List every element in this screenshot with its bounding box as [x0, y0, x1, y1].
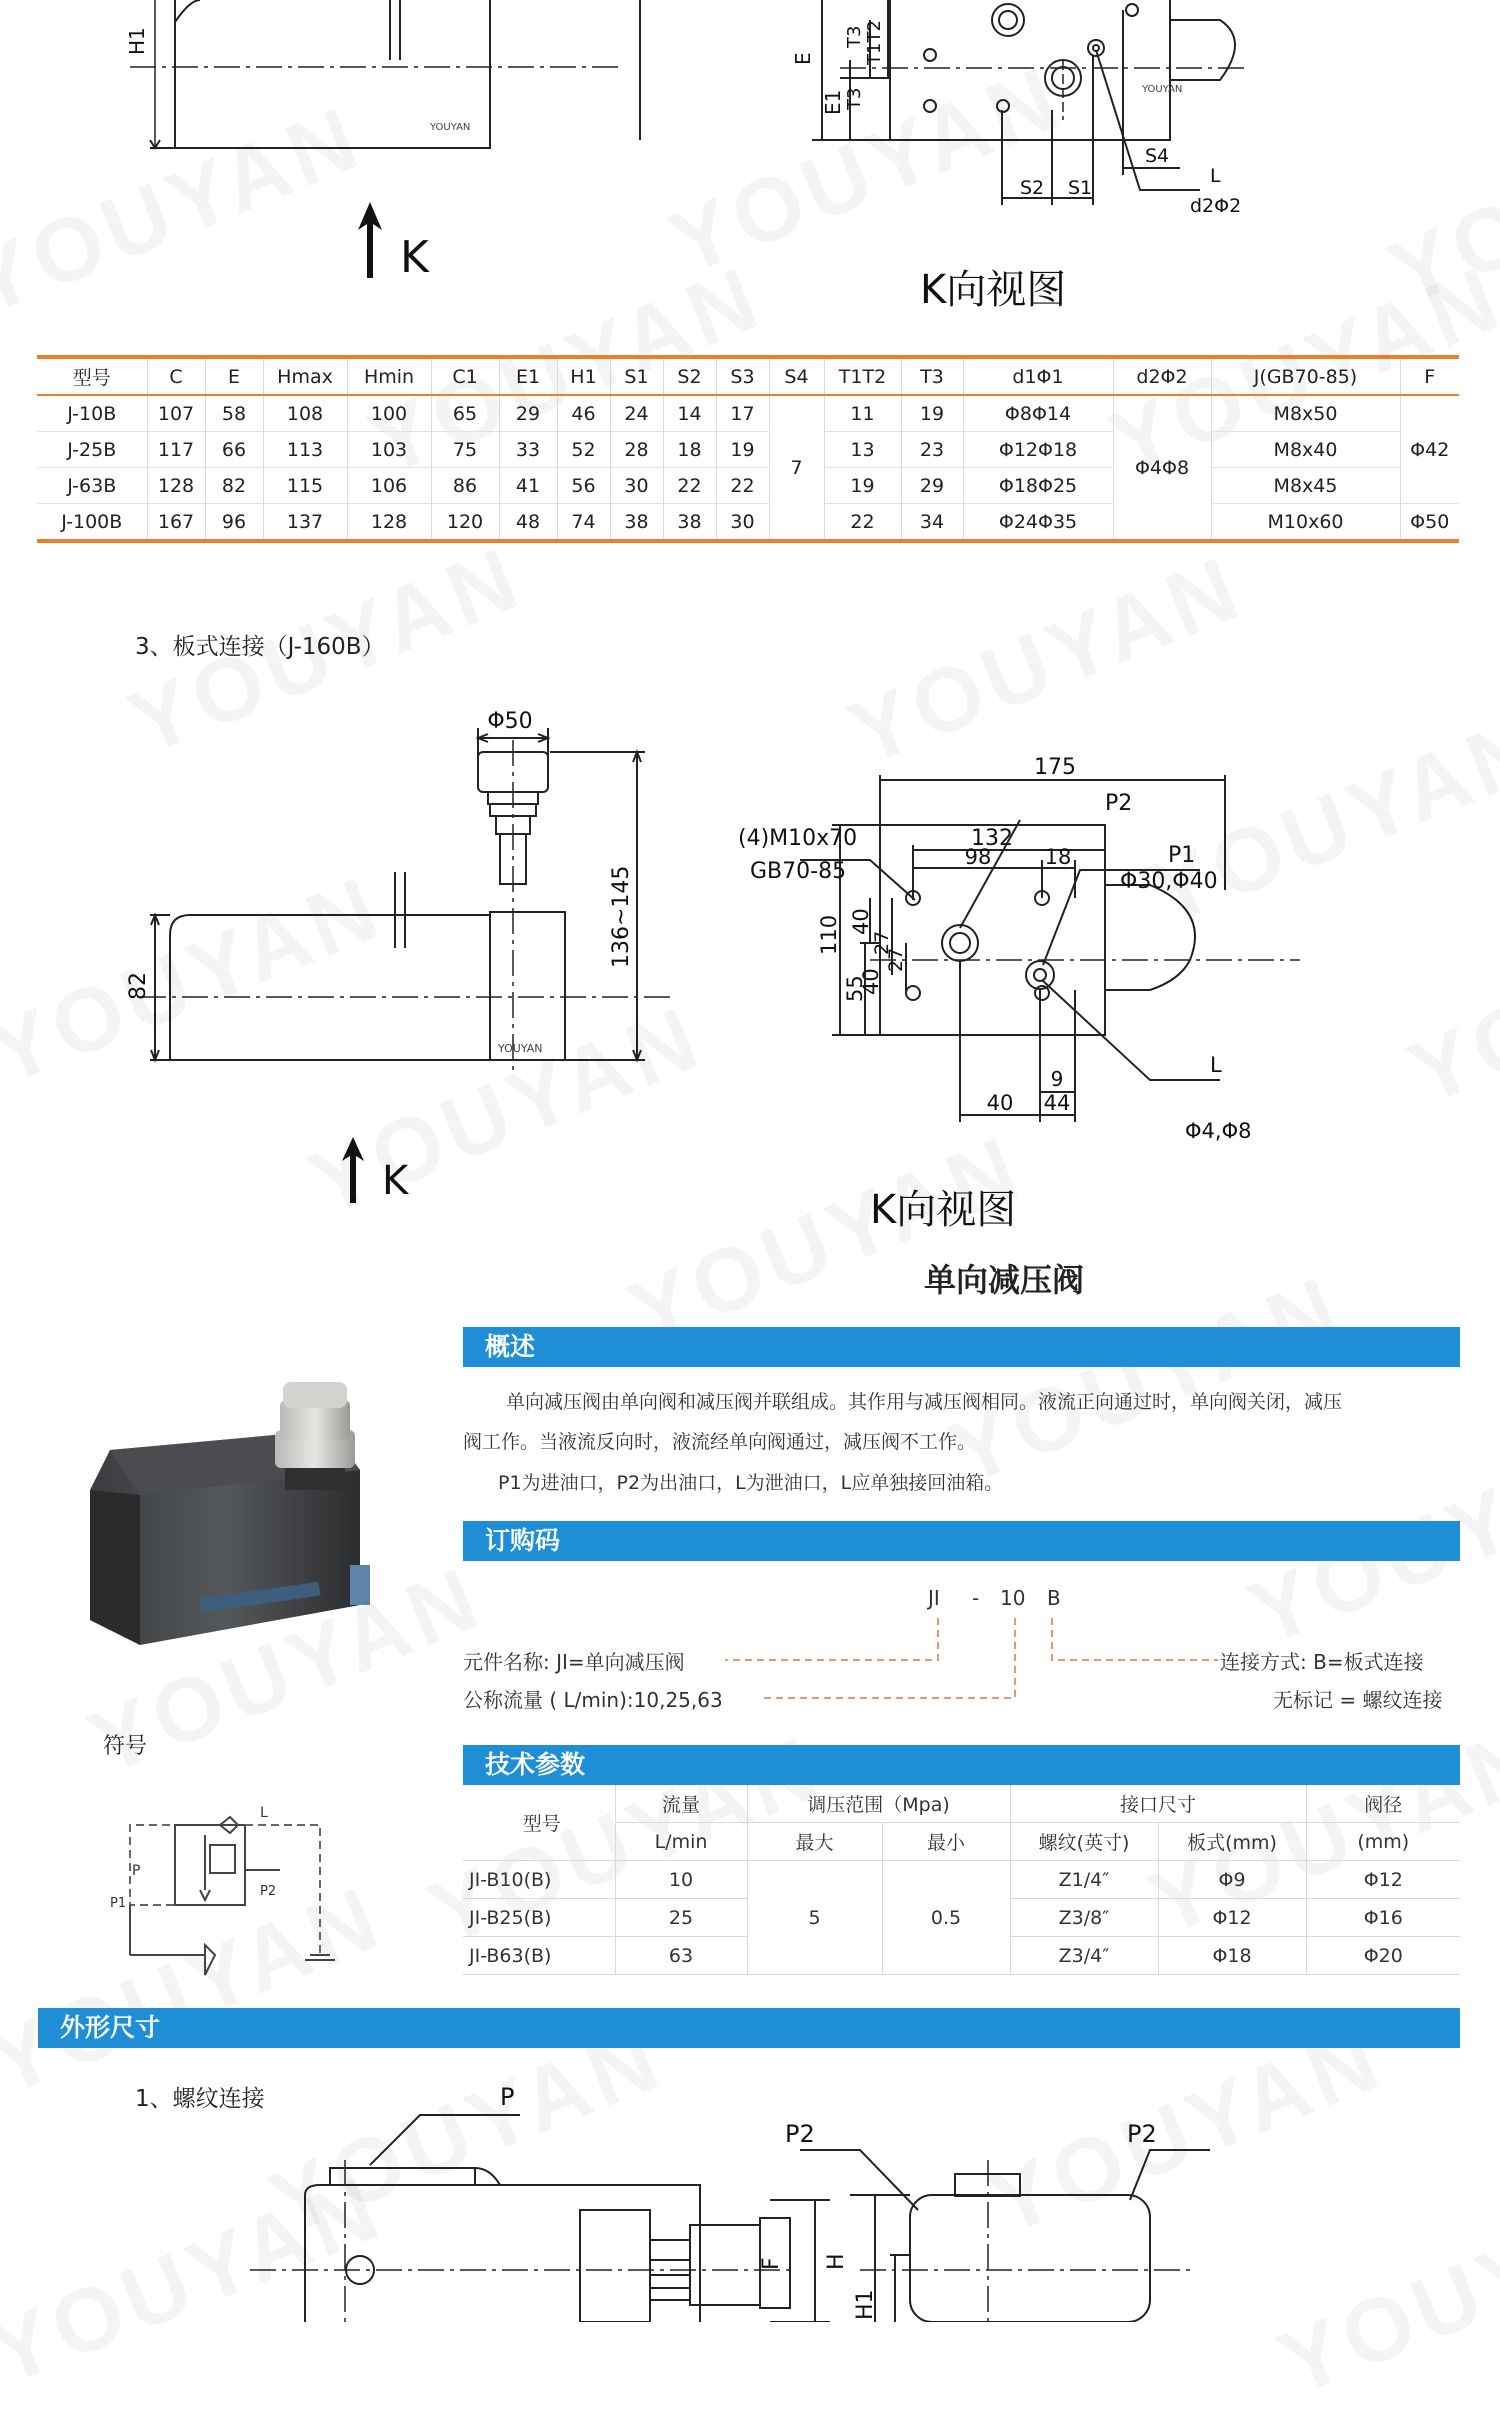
- top-right-brand: YOUYAN: [1142, 84, 1183, 95]
- outline-sub1: 1、螺纹连接: [135, 2086, 265, 2112]
- dim-55-label: 55: [843, 975, 867, 1002]
- order-code-prefix: JI: [928, 1586, 940, 1610]
- tech-header-flow: 流量: [615, 1785, 747, 1823]
- symbol-port-p: P: [132, 1863, 141, 1879]
- symbol-label: 符号: [103, 1734, 148, 1759]
- table-cell: 22: [824, 504, 901, 542]
- table-cell: 66: [205, 432, 263, 468]
- top-left-drawing: [0, 0, 680, 160]
- col-header: S1: [610, 357, 663, 395]
- tech-header-row: [463, 1785, 1460, 1823]
- table-row: [37, 395, 1459, 432]
- dim-std-label: GB70-85: [750, 859, 847, 884]
- table-row: [37, 432, 1459, 468]
- order-code-suffix: B: [1047, 1586, 1061, 1610]
- dim-s2-label: S2: [1020, 177, 1045, 199]
- table-cell-merged-s4: 7: [769, 395, 824, 541]
- dim-d2phi2-label: d2Φ2: [1190, 195, 1242, 217]
- outline-bar: 外形尺寸: [38, 2008, 1460, 2048]
- table-cell: 103: [347, 432, 431, 468]
- dim-s4-label: S4: [1145, 145, 1170, 167]
- tech-cell-pmin: 0.5: [882, 1861, 1010, 1975]
- table-cell: 128: [347, 504, 431, 542]
- tech-params-table: [463, 1785, 1460, 1975]
- col-header: T3: [901, 357, 963, 395]
- dim-s1-label: S1: [1068, 177, 1093, 199]
- order-code-leader-lines: [700, 1610, 1220, 1710]
- product-title: 单向减压阀: [924, 1261, 1085, 1299]
- table-cell: 52: [557, 432, 610, 468]
- table-cell: 115: [263, 468, 347, 504]
- tech-header-bore: 阀径: [1306, 1785, 1460, 1823]
- outline-dim-h-label: H: [824, 2253, 849, 2270]
- section3-k-view-drawing: [720, 750, 1320, 1150]
- table-cell: 29: [901, 468, 963, 504]
- overview-bar: 概述: [463, 1327, 1460, 1367]
- k-arrow-label: K: [400, 232, 429, 283]
- order-code-size: 10: [1000, 1586, 1026, 1610]
- table-cell: 22: [663, 468, 716, 504]
- table-cell: 74: [557, 504, 610, 542]
- tech-cell-bore: Φ12: [1306, 1861, 1460, 1899]
- table-cell: Φ24Φ35: [963, 504, 1113, 542]
- table-cell: 86: [431, 468, 499, 504]
- table-row: [37, 504, 1459, 542]
- table-cell: 65: [431, 395, 499, 432]
- table-cell: 17: [716, 395, 769, 432]
- tech-cell-bore: Φ16: [1306, 1899, 1460, 1937]
- dim-phi50-label: Φ50: [487, 709, 533, 734]
- table-cell: 30: [610, 468, 663, 504]
- dim-27b-label: 27: [885, 947, 907, 972]
- dim-82-label: 82: [126, 972, 151, 1000]
- tech-header-port: 接口尺寸: [1010, 1785, 1306, 1823]
- col-header: Hmax: [263, 357, 347, 395]
- table-cell: 11: [824, 395, 901, 432]
- table-cell: 106: [347, 468, 431, 504]
- table-cell: 38: [610, 504, 663, 542]
- table-cell: Φ18Φ25: [963, 468, 1113, 504]
- tech-cell-thread: Z1/4″: [1010, 1861, 1158, 1899]
- table-cell: 13: [824, 432, 901, 468]
- tech-cell-model: JI-B25(B): [463, 1899, 615, 1937]
- tech-cell-plate: Φ18: [1158, 1937, 1306, 1975]
- table-cell: 14: [663, 395, 716, 432]
- table-cell: 34: [901, 504, 963, 542]
- table-cell: 46: [557, 395, 610, 432]
- tech-header-model: 型号: [463, 1785, 615, 1861]
- outline-p2-right-label: P2: [1127, 2120, 1157, 2148]
- table-cell: Φ8Φ14: [963, 395, 1113, 432]
- dimension-table: [37, 355, 1459, 543]
- table-row: [37, 468, 1459, 504]
- dim-e1-label: E1: [821, 89, 845, 115]
- tech-cell-bore: Φ20: [1306, 1937, 1460, 1975]
- dim-p2-label: P2: [1105, 791, 1133, 816]
- tech-cell-plate: Φ12: [1158, 1899, 1306, 1937]
- table-cell: M10x60: [1211, 504, 1400, 542]
- tech-cell-model: JI-B63(B): [463, 1937, 615, 1975]
- dim-40b-label: 40: [859, 968, 883, 995]
- col-header: S3: [716, 357, 769, 395]
- table-cell: 75: [431, 432, 499, 468]
- table-cell: 19: [716, 432, 769, 468]
- section3-brand: YOUYAN: [498, 1042, 543, 1055]
- dimension-table-header: [37, 357, 1459, 395]
- dim-bolt-label: (4)M10x70: [738, 826, 858, 851]
- col-header: H1: [557, 357, 610, 395]
- tech-cell-model: JI-B10(B): [463, 1861, 615, 1899]
- tech-cell-plate: Φ9: [1158, 1861, 1306, 1899]
- table-cell: 19: [824, 468, 901, 504]
- table-cell: 30: [716, 504, 769, 542]
- overview-text-line3: P1为进油口，P2为出油口，L为泄油口，L应单独接回油箱。: [498, 1472, 1004, 1494]
- tech-header-pmax: 最大: [747, 1823, 882, 1861]
- tech-params-bar: 技术参数: [463, 1745, 1460, 1785]
- dim-e-label: E: [791, 52, 815, 65]
- outline-p-label: P: [500, 2083, 515, 2111]
- tech-header-pressure: 调压范围（Mpa): [747, 1785, 1010, 1823]
- col-header: Hmin: [347, 357, 431, 395]
- k-view-title: K向视图: [920, 267, 1067, 313]
- dim-110-label: 110: [817, 914, 841, 955]
- col-header: S4: [769, 357, 824, 395]
- tech-header-bore-unit: (mm): [1306, 1823, 1460, 1861]
- tech-cell-thread: Z3/8″: [1010, 1899, 1158, 1937]
- col-header: 型号: [37, 357, 147, 395]
- valve-symbol-diagram: [110, 1795, 370, 1995]
- col-header: C1: [431, 357, 499, 395]
- symbol-port-p2: P2: [260, 1884, 277, 1899]
- dim-18-label: 18: [1044, 845, 1072, 869]
- table-cell: J-100B: [37, 504, 147, 542]
- dim-phi30-label: Φ30,Φ40: [1120, 869, 1218, 894]
- section3-k-label: K: [382, 1158, 409, 1204]
- dim-phi4-label: Φ4,Φ8: [1185, 1119, 1252, 1143]
- dim-40-label: 40: [986, 1091, 1014, 1115]
- table-cell: 113: [263, 432, 347, 468]
- dim-p1-label: P1: [1168, 843, 1196, 868]
- order-code-dash: -: [972, 1586, 980, 1610]
- outline-dim-h1-label: H1: [853, 2289, 878, 2320]
- col-header: F: [1400, 357, 1459, 395]
- dim-l-label: L: [1210, 165, 1221, 187]
- dim-40a-label: 40: [849, 908, 873, 935]
- tech-cell-pmax: 5: [747, 1861, 882, 1975]
- watermark: [1396, 876, 1500, 1126]
- symbol-port-l: L: [260, 1805, 268, 1821]
- table-cell: 23: [901, 432, 963, 468]
- col-header: d2Φ2: [1113, 357, 1211, 395]
- dim-9-label: 9: [1050, 1067, 1064, 1091]
- table-cell: 128: [147, 468, 205, 504]
- table-cell: 19: [901, 395, 963, 432]
- tech-header-thread: 螺纹(英寸): [1010, 1823, 1158, 1861]
- table-cell: 22: [716, 468, 769, 504]
- col-header: E: [205, 357, 263, 395]
- valve-product-photo: [80, 1370, 380, 1670]
- table-cell: 120: [431, 504, 499, 542]
- col-header: E1: [499, 357, 557, 395]
- k-arrow-icon: [340, 1135, 366, 1205]
- table-cell: 18: [663, 432, 716, 468]
- order-code-flow: 公称流量 ( L/min):10,25,63: [463, 1688, 723, 1712]
- table-cell: Φ12Φ18: [963, 432, 1113, 468]
- table-cell: 41: [499, 468, 557, 504]
- top-right-drawing: [780, 0, 1280, 230]
- symbol-port-p1: P1: [110, 1896, 127, 1911]
- tech-header-flow-unit: L/min: [615, 1823, 747, 1861]
- outline-dim-f-label: F: [759, 2257, 784, 2270]
- dim-44-label: 44: [1043, 1091, 1071, 1115]
- table-cell: J-25B: [37, 432, 147, 468]
- table-cell: 100: [347, 395, 431, 432]
- dim-t3-label: T3: [844, 87, 865, 110]
- table-cell: 58: [205, 395, 263, 432]
- dim-27a-label: 27: [871, 930, 893, 955]
- section3-side-drawing: [110, 700, 690, 1080]
- table-cell: 24: [610, 395, 663, 432]
- dim-height-label: 136~145: [609, 865, 634, 968]
- dim-l-label: L: [1210, 1053, 1222, 1077]
- outline-thread-drawing: [250, 2070, 1350, 2322]
- section3-title: 3、板式连接（J-160B）: [135, 634, 385, 660]
- table-cell: 107: [147, 395, 205, 432]
- dim-h1-label: H1: [125, 27, 149, 55]
- table-cell: M8x45: [1211, 468, 1400, 504]
- tech-header-plate: 板式(mm): [1158, 1823, 1306, 1861]
- order-code-name: 元件名称: JI=单向减压阀: [463, 1650, 685, 1674]
- dim-132-label: 132: [971, 826, 1013, 851]
- tech-cell-thread: Z3/4″: [1010, 1937, 1158, 1975]
- dim-175-label: 175: [1034, 755, 1076, 780]
- table-cell: 137: [263, 504, 347, 542]
- table-cell-merged-d2: Φ4Φ8: [1113, 395, 1211, 541]
- table-cell: 28: [610, 432, 663, 468]
- col-header: d1Φ1: [963, 357, 1113, 395]
- table-cell: 29: [499, 395, 557, 432]
- table-cell: 33: [499, 432, 557, 468]
- table-cell: 56: [557, 468, 610, 504]
- table-cell: 96: [205, 504, 263, 542]
- table-cell: 48: [499, 504, 557, 542]
- tech-header-pmin: 最小: [882, 1823, 1010, 1861]
- order-code-bar: 订购码: [463, 1521, 1460, 1561]
- overview-text-line2: 阀工作。当液流反向时，液流经单向阀通过，减压阀不工作。: [463, 1431, 977, 1453]
- table-cell: J-63B: [37, 468, 147, 504]
- col-header: J(GB70-85): [1211, 357, 1400, 395]
- order-code-connection: 连接方式: B=板式连接: [1220, 1650, 1424, 1674]
- table-row: [463, 1861, 1460, 1899]
- table-cell: 167: [147, 504, 205, 542]
- table-cell: J-10B: [37, 395, 147, 432]
- col-header: S2: [663, 357, 716, 395]
- tech-cell-flow: 25: [615, 1899, 747, 1937]
- k-arrow-icon: [355, 200, 385, 280]
- table-cell: 108: [263, 395, 347, 432]
- order-code-no-mark: 无标记 = 螺纹连接: [1273, 1688, 1443, 1712]
- col-header: T1T2: [824, 357, 901, 395]
- col-header: C: [147, 357, 205, 395]
- table-cell: 82: [205, 468, 263, 504]
- dim-98-label: 98: [964, 845, 992, 869]
- table-cell: M8x50: [1211, 395, 1400, 432]
- table-cell-merged-f: Φ42: [1400, 395, 1459, 504]
- tech-cell-flow: 10: [615, 1861, 747, 1899]
- table-cell: 38: [663, 504, 716, 542]
- top-brand: YOUYAN: [430, 122, 471, 133]
- dim-t1t2-label: T1T2: [864, 20, 885, 65]
- tech-cell-flow: 63: [615, 1937, 747, 1975]
- dim-t3-upper-label: T3: [844, 25, 865, 48]
- section3-k-view-title: K向视图: [870, 1187, 1017, 1233]
- table-cell: 117: [147, 432, 205, 468]
- overview-text-line1: 单向减压阀由单向阀和减压阀并联组成。其作用与减压阀相同。液流正向通过时，单向阀关闭，减压: [506, 1391, 1343, 1413]
- table-cell: Φ50: [1400, 504, 1459, 542]
- table-cell: M8x40: [1211, 432, 1400, 468]
- outline-p2-left-label: P2: [785, 2120, 815, 2148]
